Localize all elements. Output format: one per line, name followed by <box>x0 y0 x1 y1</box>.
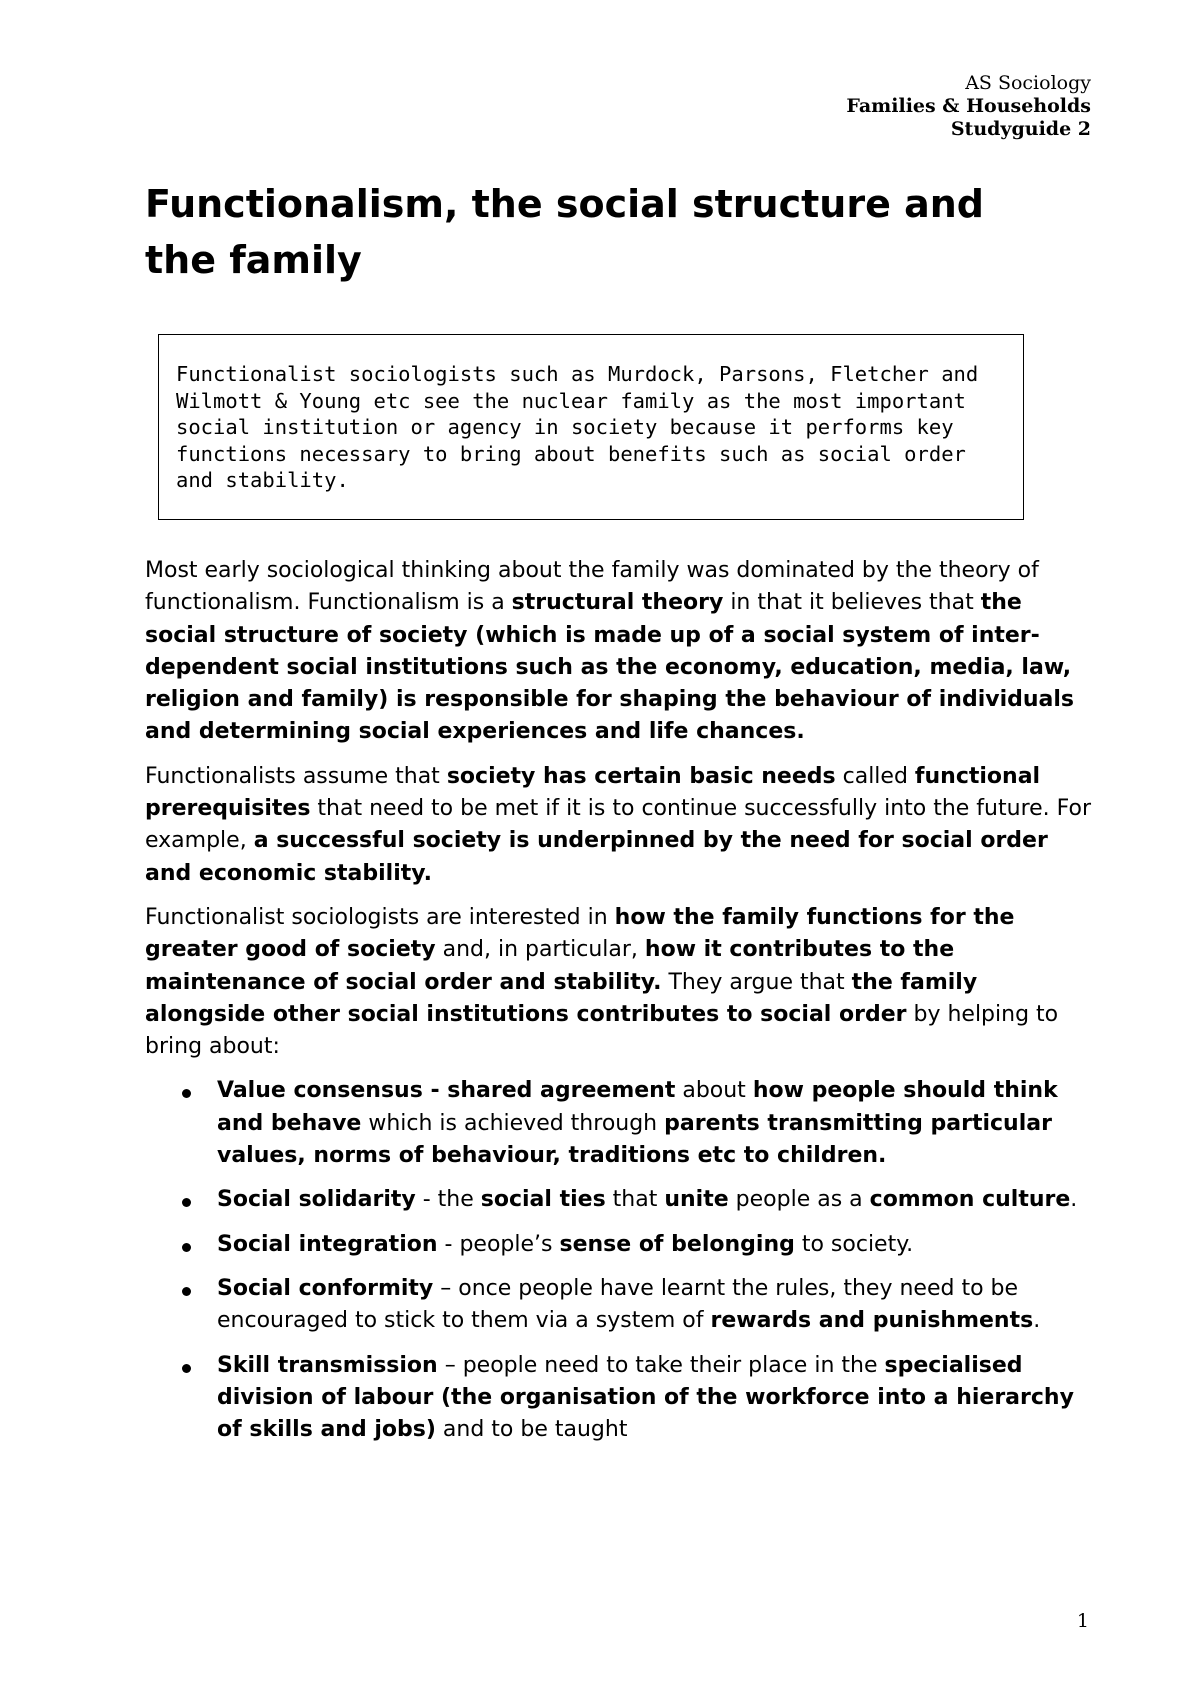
bold-text-segment: rewards and punishments <box>710 1308 1034 1334</box>
text-segment: called <box>835 763 915 789</box>
bold-text-segment: Value consensus - shared agreement <box>217 1078 676 1104</box>
bold-text-segment: Social solidarity <box>217 1187 416 1213</box>
bold-text-segment: the social structure of society (which is made up of a social system of inter-dependent social institutions such as the economy, education, media, law, religion and family) is responsible for shaping the behaviour of individuals and determining social experiences and life chances. <box>145 590 1075 745</box>
bullet-list <box>145 1075 1095 1446</box>
bold-text-segment: parents transmitting particular values, norms of behaviour, traditions etc to children. <box>217 1110 1052 1169</box>
bold-text-segment: a successful society is underpinned by the need for social order and economic stability. <box>145 828 1048 886</box>
text-segment: Functionalist sociologists are interested in <box>145 904 615 930</box>
bold-text-segment: the family alongside other social institutions contributes to social order <box>145 969 978 1027</box>
text-segment: and, in particular, <box>435 937 645 963</box>
bullet-item <box>145 1350 1095 1447</box>
bold-text-segment: Social integration <box>217 1231 438 1257</box>
bullet-text <box>217 1187 1077 1212</box>
body-text <box>145 555 1095 1458</box>
bold-text-segment: common culture <box>869 1187 1071 1213</box>
text-segment: Functionalists assume that <box>145 763 447 789</box>
paragraph <box>145 902 1095 1063</box>
text-segment: - the <box>415 1187 481 1213</box>
paragraph <box>145 555 1095 749</box>
bullet-text <box>217 1353 1074 1443</box>
text-segment: - people’s <box>437 1231 560 1257</box>
bullet-text <box>217 1232 913 1257</box>
bullet-text <box>217 1276 1040 1333</box>
bullet-item <box>145 1184 1095 1216</box>
text-segment: and to be taught <box>435 1417 628 1443</box>
bullet-item <box>145 1229 1095 1261</box>
bullet-item <box>145 1273 1095 1338</box>
bullet-icon <box>182 1243 191 1252</box>
text-segment: about <box>675 1078 753 1104</box>
text-segment: . <box>1033 1308 1041 1334</box>
text-segment: which is achieved through <box>361 1110 665 1136</box>
header-course: AS Sociology <box>965 72 1091 94</box>
bold-text-segment: how people should think and behave <box>217 1078 1058 1136</box>
text-segment: Most early sociological thinking about the family was dominated by the theory of functionalism. Functionalism is a <box>145 558 1039 616</box>
bold-text-segment: society has certain basic needs <box>446 763 836 789</box>
text-segment: – once people have learnt the rules, they need to be encouraged to stick to them via a system of <box>217 1275 1019 1334</box>
paragraph <box>145 761 1095 890</box>
bold-text-segment: how the family functions for the greater good of society <box>145 904 1015 963</box>
bullet-icon <box>182 1089 191 1098</box>
header-guide-number: Studyguide 2 <box>950 118 1091 140</box>
bullet-icon <box>182 1198 191 1207</box>
bullet-item <box>145 1075 1095 1172</box>
document-header <box>846 72 1091 141</box>
summary-box <box>158 334 1024 520</box>
text-segment: to society. <box>794 1231 914 1257</box>
text-segment: They argue that <box>661 969 852 995</box>
bold-text-segment: structural theory <box>511 590 724 616</box>
header-topic: Families & Households <box>846 95 1091 117</box>
text-segment: people as a <box>728 1187 870 1213</box>
bullet-icon <box>182 1287 191 1296</box>
text-segment: in that it believes that <box>723 590 981 616</box>
bold-text-segment: sense of belonging <box>559 1231 795 1257</box>
text-segment: that need to be met if it is to continue successfully into the future. For example, <box>145 796 1092 854</box>
page-number: 1 <box>1076 1610 1089 1632</box>
bullet-icon <box>182 1364 191 1373</box>
bold-text-segment: functional prerequisites <box>145 763 1041 822</box>
bold-text-segment: unite <box>664 1187 729 1213</box>
bold-text-segment: Skill transmission <box>217 1352 438 1378</box>
text-segment: – people need to take their place in the <box>437 1352 885 1378</box>
bold-text-segment: social ties <box>480 1187 606 1213</box>
bullet-text <box>217 1078 1058 1168</box>
bold-text-segment: specialised division of labour (the organisation of the workforce into a hierarchy of skills and jobs) <box>217 1352 1074 1443</box>
bold-text-segment: how it contributes to the maintenance of social order and stability. <box>145 937 955 995</box>
text-segment: . <box>1070 1187 1078 1213</box>
bold-text-segment: Social conformity <box>217 1275 434 1301</box>
page-title: Functionalism, the social structure and the family <box>145 182 984 282</box>
text-segment: by helping to bring about: <box>145 1001 1059 1060</box>
summary-text: Functionalist sociologists such as Murdock, Parsons, Fletcher and Wilmott & Young etc see the nuclear family as the most important social institution or agency in society because it performs key functions necessary to bring about benefits such as social order and stability. <box>176 362 979 492</box>
text-segment: that <box>605 1187 665 1213</box>
